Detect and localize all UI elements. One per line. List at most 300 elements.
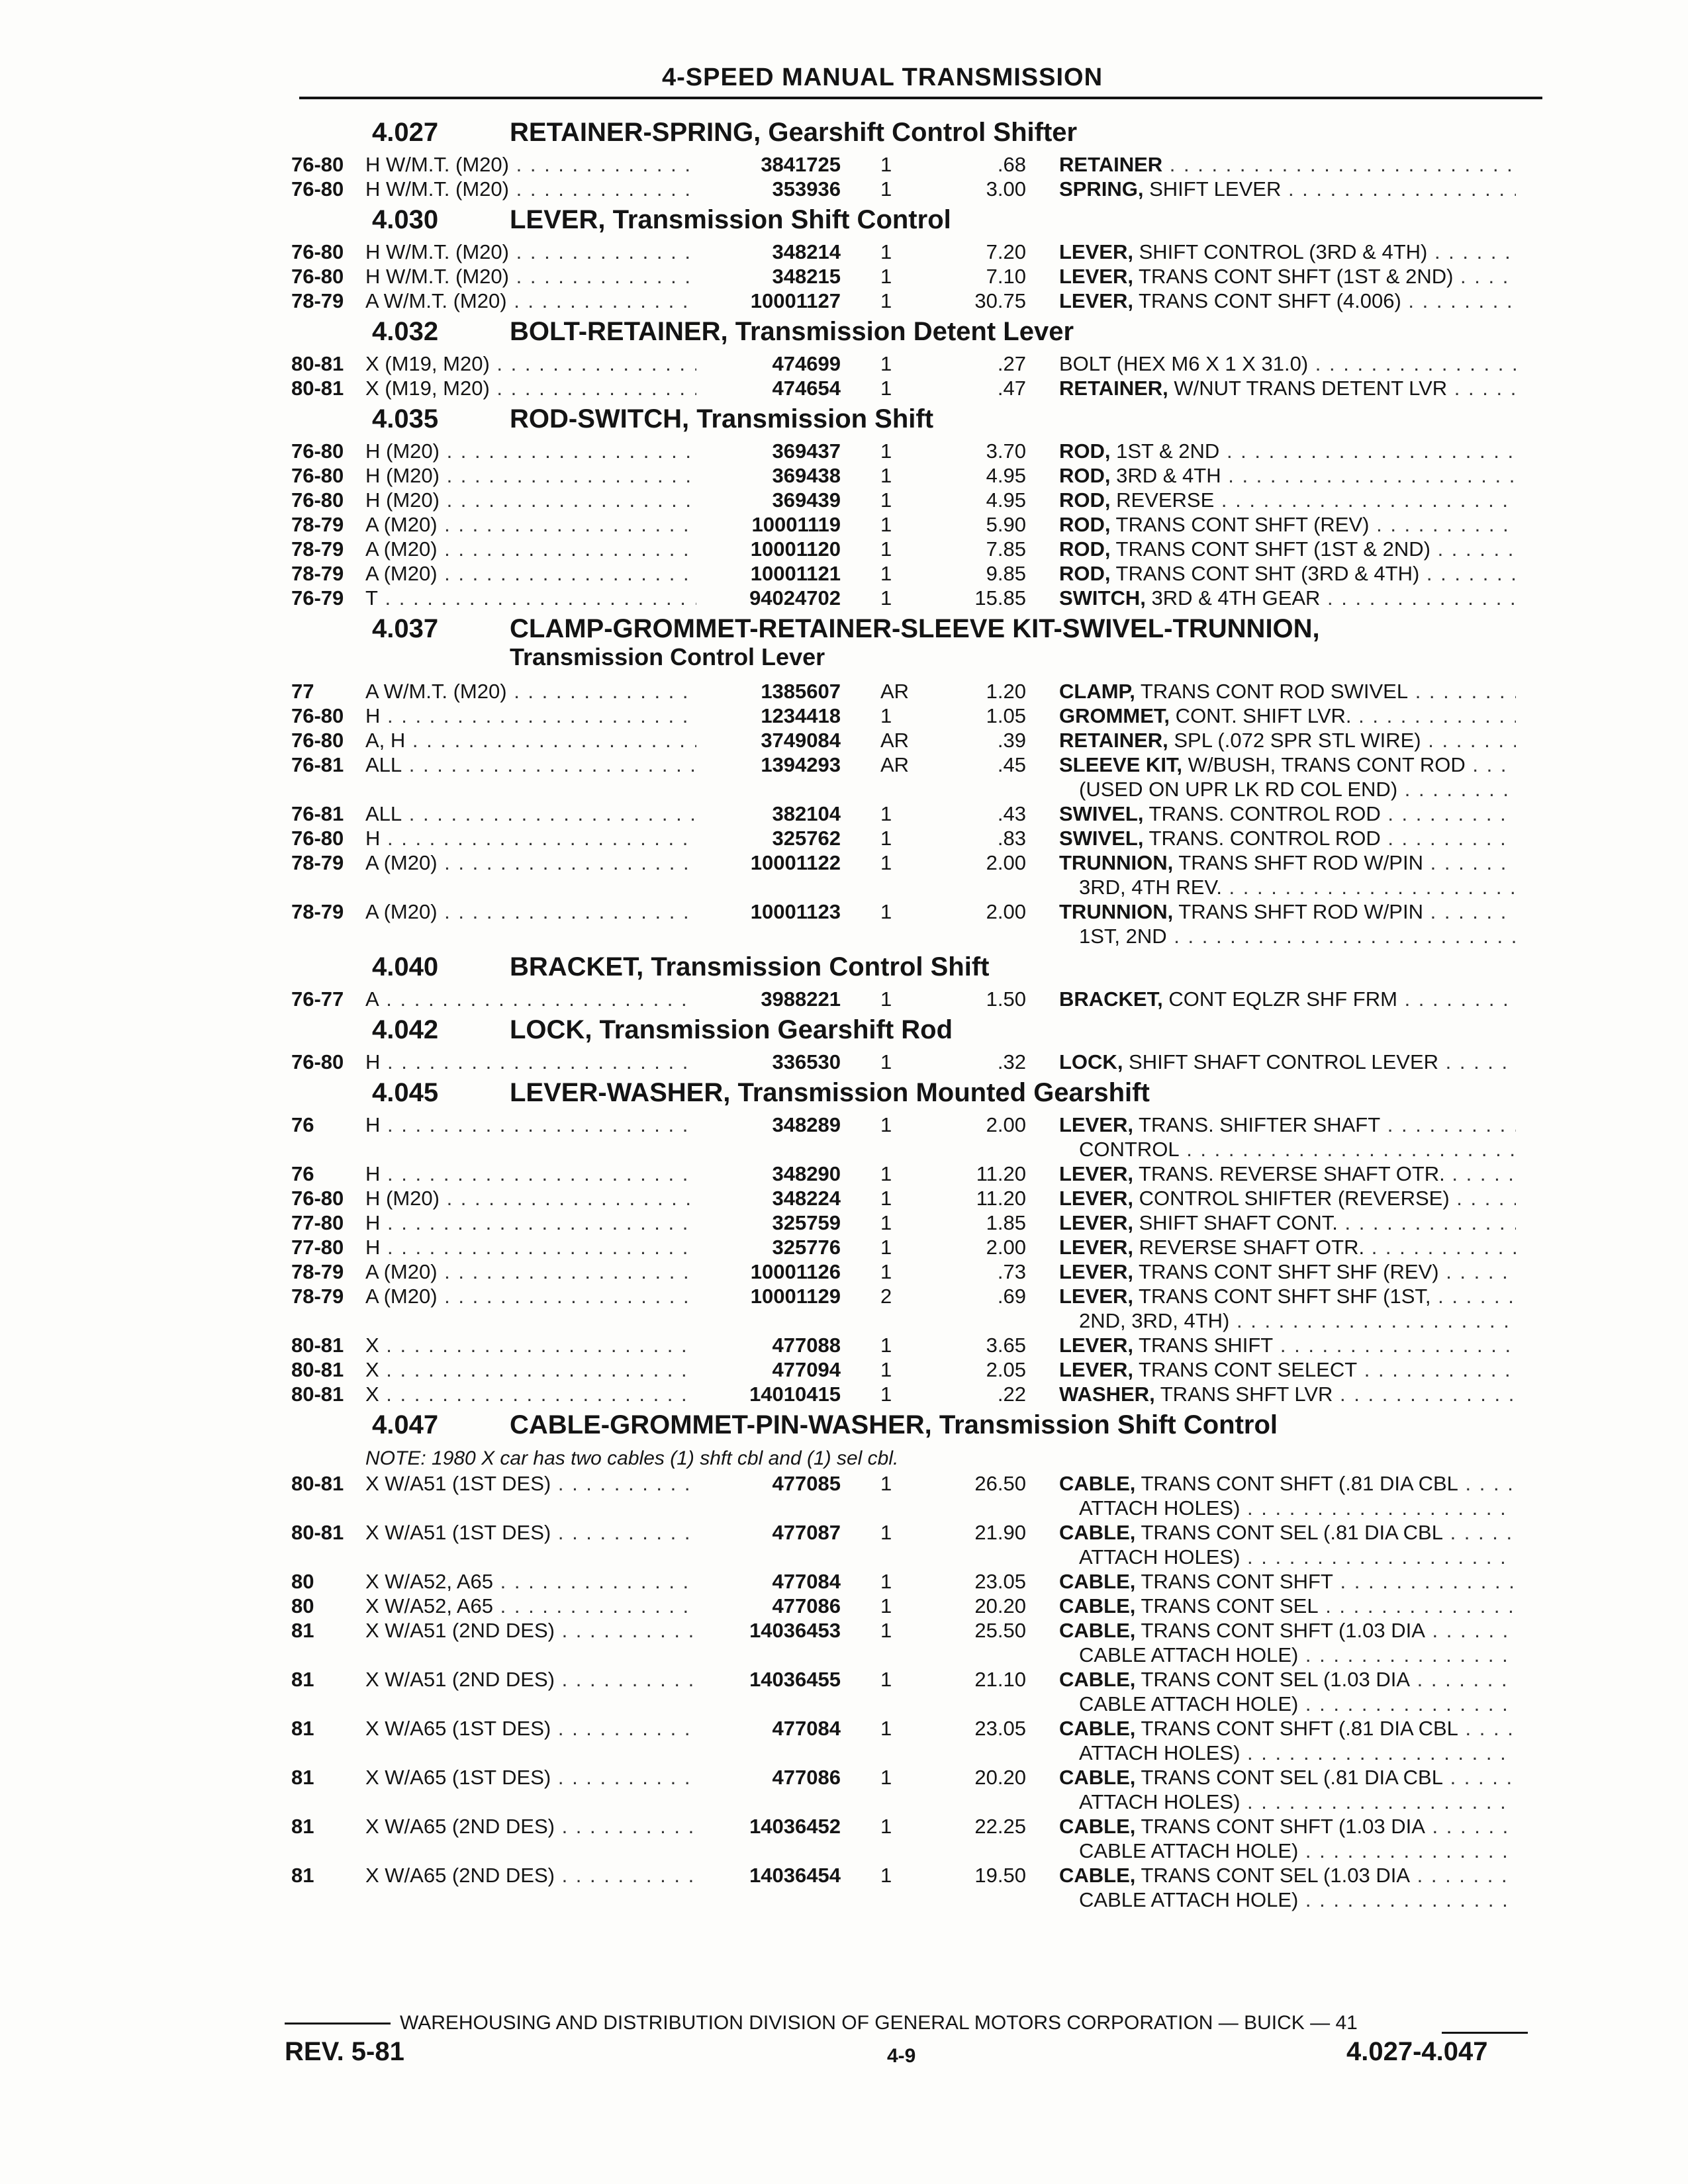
section-title: RETAINER-SPRING, Gearshift Control Shifter (510, 118, 1078, 147)
part-row (291, 704, 1549, 728)
application: X W/A51 (2ND DES) . . . (365, 1668, 710, 1692)
description (1059, 1113, 1516, 1137)
description-noun: LEVER, (1059, 1236, 1133, 1259)
section-number: 4.032 (372, 317, 439, 346)
part-row (291, 826, 1549, 850)
description-text: TRANS CONT SHFT (.81 DIA CBL (1135, 1472, 1458, 1495)
application: X W/A52, A65 . . . (365, 1594, 710, 1618)
description (1059, 1285, 1516, 1308)
quantity: 1 (880, 377, 892, 400)
part-row (291, 1235, 1549, 1259)
description (1059, 1594, 1516, 1618)
part-row (291, 1161, 1549, 1186)
part-number: 382104 (696, 802, 841, 826)
section-title: CABLE-GROMMET-PIN-WASHER, Transmission Shift Control (510, 1410, 1278, 1439)
part-row (291, 1667, 1549, 1716)
part-row (291, 488, 1549, 512)
price: .73 (997, 1260, 1026, 1283)
description-text: TRANS CONT SHT (3RD & 4TH) (1110, 562, 1420, 585)
description (1059, 729, 1516, 752)
part-number: 477084 (696, 1570, 841, 1594)
part-number: 3841725 (696, 153, 841, 177)
application: X . . . (365, 1383, 710, 1406)
description-noun: LEVER, (1059, 265, 1133, 288)
model-years: 78-79 (291, 289, 344, 312)
description-continued: (USED ON UPR LK RD COL END) . . . (1079, 778, 1516, 801)
description-text: TRANS. CONTROL ROD (1143, 802, 1381, 825)
description-text: TRANS CONT SEL (1.03 DIA (1135, 1668, 1411, 1691)
part-number: 1394293 (696, 753, 841, 777)
part-row (291, 1520, 1549, 1569)
description (1059, 851, 1516, 875)
application: H . . . (365, 704, 710, 728)
description (1059, 1050, 1516, 1074)
description (1059, 1521, 1516, 1545)
description (1059, 464, 1516, 488)
description (1059, 439, 1516, 463)
quantity: 1 (880, 439, 892, 463)
description (1059, 352, 1516, 376)
description-noun: CABLE, (1059, 1766, 1136, 1789)
part-row (291, 1284, 1549, 1333)
application: ALL . . . (365, 802, 710, 826)
part-row (291, 561, 1549, 586)
description-text: TRANS CONT SHFT (.81 DIA CBL (1135, 1717, 1458, 1740)
description-noun: CABLE, (1059, 1472, 1136, 1495)
part-number: 325776 (696, 1236, 841, 1259)
description-text: TRANS. CONTROL ROD (1143, 827, 1381, 850)
description-text: SHIFT CONTROL (3RD & 4TH) (1133, 240, 1428, 263)
description-noun: LEVER, (1059, 1211, 1133, 1234)
description-noun: TRUNNION, (1059, 851, 1174, 874)
quantity: 1 (880, 851, 892, 874)
price: 11.20 (976, 1162, 1026, 1185)
note-text: NOTE: 1980 X car has two cables (1) shft cbl and (1) sel cbl. (365, 1447, 899, 1469)
price: 3.00 (986, 177, 1026, 201)
section-number: 4.035 (372, 404, 439, 433)
part-row (291, 1259, 1549, 1284)
price: 15.85 (974, 586, 1026, 610)
price: 5.90 (986, 513, 1026, 536)
description-text: TRANS CONT SEL (.81 DIA CBL (1135, 1766, 1443, 1789)
description (1059, 1717, 1516, 1741)
quantity: 1 (880, 1113, 892, 1136)
quantity: 1 (880, 1864, 892, 1887)
description-noun: LOCK, (1059, 1050, 1123, 1073)
quantity: 1 (880, 1358, 892, 1381)
quantity: 1 (880, 1334, 892, 1357)
section-note (291, 1445, 1549, 1471)
part-row (291, 512, 1549, 537)
description-continued: ATTACH HOLES) . . . (1079, 1496, 1516, 1520)
part-number: 477094 (696, 1358, 841, 1382)
section-heading (291, 948, 1549, 987)
part-number: 477087 (696, 1521, 841, 1545)
price: .22 (997, 1383, 1026, 1406)
description-text: TRANS CONT SHFT (4.006) (1133, 289, 1401, 312)
description (1059, 1766, 1516, 1790)
price: .32 (997, 1050, 1026, 1073)
description-text: TRANS. REVERSE SHAFT OTR. (1133, 1162, 1445, 1185)
part-row (291, 1050, 1549, 1074)
part-row (291, 1765, 1549, 1814)
description-noun: CABLE, (1059, 1864, 1136, 1887)
description-noun: LEVER, (1059, 1113, 1133, 1136)
part-row (291, 439, 1549, 463)
description (1059, 513, 1516, 537)
description-noun: SWITCH, (1059, 586, 1146, 610)
section-title: LEVER, Transmission Shift Control (510, 205, 951, 234)
description (1059, 753, 1516, 777)
part-number: 14036455 (696, 1668, 841, 1692)
description-noun: LEVER, (1059, 1162, 1133, 1185)
model-years: 78-79 (291, 513, 344, 536)
section-heading (291, 610, 1549, 679)
description-text: TRANS CONT ROD SWIVEL (1135, 680, 1409, 703)
model-years: 76-80 (291, 240, 344, 263)
part-number: 10001123 (696, 900, 841, 924)
description-noun: GROMMET, (1059, 704, 1170, 727)
part-number: 353936 (696, 177, 841, 201)
quantity: 1 (880, 802, 892, 825)
application: X W/A65 (1ST DES) . . . (365, 1717, 710, 1741)
model-years: 81 (291, 1619, 314, 1642)
quantity: 2 (880, 1285, 892, 1308)
application: H (M20) . . . (365, 439, 710, 463)
description (1059, 1334, 1516, 1357)
model-years: 76-81 (291, 802, 344, 825)
description-continued: 2ND, 3RD, 4TH) . . . (1079, 1309, 1516, 1333)
section-title: CLAMP-GROMMET-RETAINER-SLEEVE KIT-SWIVEL-TRUNNION, (510, 614, 1320, 643)
description-text: BOLT (HEX M6 X 1 X 31.0) (1059, 352, 1309, 375)
part-number: 94024702 (696, 586, 841, 610)
model-years: 76-80 (291, 827, 344, 850)
description-text: TRANS CONT SHFT (1.03 DIA (1135, 1815, 1425, 1838)
quantity: 1 (880, 1162, 892, 1185)
parts-listing (291, 114, 1549, 1912)
description (1059, 488, 1516, 512)
description (1059, 1864, 1516, 1888)
quantity: 1 (880, 1717, 892, 1740)
quantity: 1 (880, 240, 892, 263)
description-continued: CABLE ATTACH HOLE) . . . (1079, 1839, 1516, 1863)
section-number: 4.042 (372, 1015, 439, 1044)
part-number: 474654 (696, 377, 841, 400)
section-title: LOCK, Transmission Gearshift Rod (510, 1015, 953, 1044)
quantity: 1 (880, 1668, 892, 1691)
model-years: 81 (291, 1766, 314, 1789)
application: H W/M.T. (M20) . . . (365, 240, 710, 264)
model-years: 76-80 (291, 153, 344, 176)
application: A (M20) . . . (365, 1260, 710, 1284)
description (1059, 1358, 1516, 1382)
description-text: W/BUSH, TRANS CONT ROD (1182, 753, 1466, 776)
model-years: 81 (291, 1717, 314, 1740)
description-noun: WASHER, (1059, 1383, 1155, 1406)
description (1059, 1187, 1516, 1210)
part-row (291, 289, 1549, 313)
price: 1.20 (986, 680, 1026, 703)
quantity: 1 (880, 289, 892, 312)
page-number: 4-9 (887, 2045, 916, 2067)
model-years: 76-80 (291, 1187, 344, 1210)
description-noun: SWIVEL, (1059, 827, 1144, 850)
model-years: 81 (291, 1815, 314, 1838)
description (1059, 1236, 1516, 1259)
price: 11.20 (976, 1187, 1026, 1210)
description-noun: ROD, (1059, 562, 1111, 585)
application: H (M20) . . . (365, 464, 710, 488)
part-number: 10001127 (696, 289, 841, 313)
model-years: 76 (291, 1113, 314, 1136)
description-text: TRANS CONT SELECT (1133, 1358, 1358, 1381)
application: H . . . (365, 1162, 710, 1186)
quantity: 1 (880, 265, 892, 288)
description-text: 3RD & 4TH GEAR (1145, 586, 1321, 610)
application: X (M19, M20) . . . (365, 377, 710, 400)
model-years: 80-81 (291, 1358, 344, 1381)
quantity: 1 (880, 153, 892, 176)
quantity: 1 (880, 488, 892, 512)
header-rule (299, 97, 1542, 99)
model-years: 76-81 (291, 753, 344, 776)
price: 1.05 (986, 704, 1026, 727)
price: 1.50 (986, 987, 1026, 1011)
section-number: 4.040 (372, 952, 439, 981)
part-number: 348289 (696, 1113, 841, 1137)
description-continued: 1ST, 2ND . . . (1079, 925, 1516, 948)
part-number: 348215 (696, 265, 841, 289)
price: 2.00 (986, 851, 1026, 874)
model-years: 76-80 (291, 177, 344, 201)
page-title: 4-SPEED MANUAL TRANSMISSION (662, 64, 1103, 91)
description (1059, 1619, 1516, 1643)
quantity: 1 (880, 1766, 892, 1789)
application: H (M20) . . . (365, 1187, 710, 1210)
section-heading (291, 1406, 1549, 1445)
part-number: 369439 (696, 488, 841, 512)
part-number: 348290 (696, 1162, 841, 1186)
model-years: 77 (291, 680, 314, 703)
application: A (M20) . . . (365, 513, 710, 537)
description-noun: LEVER, (1059, 1187, 1133, 1210)
description (1059, 1383, 1516, 1406)
description-noun: CABLE, (1059, 1594, 1136, 1617)
application: A, H . . . (365, 729, 710, 752)
model-years: 76-80 (291, 439, 344, 463)
model-years: 80 (291, 1594, 314, 1617)
section-number: 4.030 (372, 205, 439, 234)
quantity: 1 (880, 987, 892, 1011)
price: 22.25 (974, 1815, 1026, 1838)
model-years: 80-81 (291, 1472, 344, 1495)
description-text: TRANS CONT SHFT SHF (1ST, (1133, 1285, 1431, 1308)
part-number: 348214 (696, 240, 841, 264)
description-noun: SWIVEL, (1059, 802, 1144, 825)
description (1059, 987, 1516, 1011)
quantity: AR (880, 753, 910, 776)
description-text: TRANS CONT SEL (1.03 DIA (1135, 1864, 1411, 1887)
quantity: AR (880, 680, 910, 703)
model-years: 80-81 (291, 1334, 344, 1357)
price: 21.90 (974, 1521, 1026, 1544)
price: 2.00 (986, 1236, 1026, 1259)
part-number: 477085 (696, 1472, 841, 1496)
description-noun: CABLE, (1059, 1570, 1136, 1593)
description-noun: BRACKET, (1059, 987, 1163, 1011)
part-number: 10001129 (696, 1285, 841, 1308)
part-row (291, 1382, 1549, 1406)
description (1059, 1260, 1516, 1284)
quantity: 1 (880, 177, 892, 201)
part-number: 3749084 (696, 729, 841, 752)
model-years: 81 (291, 1668, 314, 1691)
price: .69 (997, 1285, 1026, 1308)
description-text: TRANS CONT SHFT (1ST & 2ND) (1133, 265, 1454, 288)
model-years: 76-80 (291, 488, 344, 512)
application: X W/A51 (1ST DES) . . . (365, 1521, 710, 1545)
price: 4.95 (986, 488, 1026, 512)
application: A (M20) . . . (365, 562, 710, 586)
model-years: 80-81 (291, 1383, 344, 1406)
section-heading (291, 201, 1549, 240)
description-noun: ROD, (1059, 488, 1111, 512)
part-row (291, 1569, 1549, 1594)
footer-publisher: WAREHOUSING AND DISTRIBUTION DIVISION OF GENERAL MOTORS CORPORATION — BUICK — 41 (400, 2012, 1358, 2034)
quantity: 1 (880, 513, 892, 536)
price: .47 (997, 377, 1026, 400)
description-noun: SPRING, (1059, 177, 1144, 201)
model-years: 76-80 (291, 265, 344, 288)
price: .43 (997, 802, 1026, 825)
price: 30.75 (974, 289, 1026, 312)
description-text: TRANS CONT SHFT (1135, 1570, 1333, 1593)
section-title: BOLT-RETAINER, Transmission Detent Lever (510, 317, 1074, 346)
quantity: 1 (880, 1211, 892, 1234)
part-row (291, 1357, 1549, 1382)
description-text: 1ST & 2ND (1110, 439, 1220, 463)
model-years: 78-79 (291, 900, 344, 923)
description-text: SHIFT SHAFT CONT. (1133, 1211, 1338, 1234)
application: X . . . (365, 1358, 710, 1382)
part-number: 348224 (696, 1187, 841, 1210)
description-text: REVERSE (1110, 488, 1215, 512)
quantity: 1 (880, 562, 892, 585)
description (1059, 177, 1516, 201)
application: X . . . (365, 1334, 710, 1357)
part-number: 477086 (696, 1594, 841, 1618)
description-noun: CABLE, (1059, 1668, 1136, 1691)
part-row (291, 376, 1549, 400)
description (1059, 1570, 1516, 1594)
part-row (291, 264, 1549, 289)
application: A . . . (365, 987, 710, 1011)
quantity: 1 (880, 1570, 892, 1593)
part-row (291, 728, 1549, 752)
description (1059, 1162, 1516, 1186)
part-row (291, 1814, 1549, 1863)
price: 7.85 (986, 537, 1026, 561)
quantity: 1 (880, 464, 892, 487)
description-text: TRANS CONT SHFT SHF (REV) (1133, 1260, 1439, 1283)
model-years: 76-80 (291, 729, 344, 752)
part-number: 1234418 (696, 704, 841, 728)
footer-rule-left (285, 2023, 391, 2025)
part-number: 477086 (696, 1766, 841, 1790)
description (1059, 1668, 1516, 1692)
price: .45 (997, 753, 1026, 776)
section-number: 4.027 (372, 118, 439, 147)
description-noun: LEVER, (1059, 1358, 1133, 1381)
part-number: 3988221 (696, 987, 841, 1011)
description-text: CONTROL SHIFTER (REVERSE) (1133, 1187, 1450, 1210)
section-title: ROD-SWITCH, Transmission Shift (510, 404, 934, 433)
description (1059, 289, 1516, 313)
section-number: 4.047 (372, 1410, 439, 1439)
application: H W/M.T. (M20) . . . (365, 153, 710, 177)
quantity: 1 (880, 1472, 892, 1495)
application: H . . . (365, 1113, 710, 1137)
price: 3.65 (986, 1334, 1026, 1357)
description-noun: CABLE, (1059, 1619, 1136, 1642)
part-number: 14036452 (696, 1815, 841, 1839)
part-number: 336530 (696, 1050, 841, 1074)
description-noun: LEVER, (1059, 1285, 1133, 1308)
price: 7.20 (986, 240, 1026, 263)
part-row (291, 752, 1549, 801)
description-text: TRANS SHFT LVR (1154, 1383, 1333, 1406)
description-noun: RETAINER, (1059, 377, 1168, 400)
description-noun: CLAMP, (1059, 680, 1135, 703)
quantity: 1 (880, 1050, 892, 1073)
part-number: 10001120 (696, 537, 841, 561)
model-years: 78-79 (291, 851, 344, 874)
description-text: TRANS CONT SEL (1135, 1594, 1319, 1617)
part-row (291, 1333, 1549, 1357)
description (1059, 802, 1516, 826)
description-noun: LEVER, (1059, 1260, 1133, 1283)
description-continued: CABLE ATTACH HOLE) . . . (1079, 1888, 1516, 1912)
part-number: 325759 (696, 1211, 841, 1235)
part-row (291, 463, 1549, 488)
model-years: 80-81 (291, 352, 344, 375)
model-years: 78-79 (291, 537, 344, 561)
section-title: LEVER-WASHER, Transmission Mounted Gearshift (510, 1078, 1150, 1107)
description-noun: ROD, (1059, 439, 1111, 463)
quantity: 1 (880, 1260, 892, 1283)
description (1059, 1472, 1516, 1496)
description (1059, 537, 1516, 561)
description-text: SHIFT SHAFT CONTROL LEVER (1123, 1050, 1439, 1073)
application: X W/A65 (2ND DES) . . . (365, 1815, 710, 1839)
part-row (291, 899, 1549, 948)
application: A (M20) . . . (365, 537, 710, 561)
part-row (291, 1716, 1549, 1765)
quantity: 1 (880, 1594, 892, 1617)
price: 25.50 (974, 1619, 1026, 1642)
quantity: 1 (880, 1236, 892, 1259)
description-text: REVERSE SHAFT OTR. (1133, 1236, 1365, 1259)
part-row (291, 987, 1549, 1011)
price: 23.05 (974, 1717, 1026, 1740)
description-continued: ATTACH HOLES) . . . (1079, 1741, 1516, 1765)
application: T . . . (365, 586, 710, 610)
price: .83 (997, 827, 1026, 850)
price: 1.85 (986, 1211, 1026, 1234)
description-noun: LEVER, (1059, 1334, 1133, 1357)
description (1059, 586, 1516, 610)
section-heading (291, 400, 1549, 439)
